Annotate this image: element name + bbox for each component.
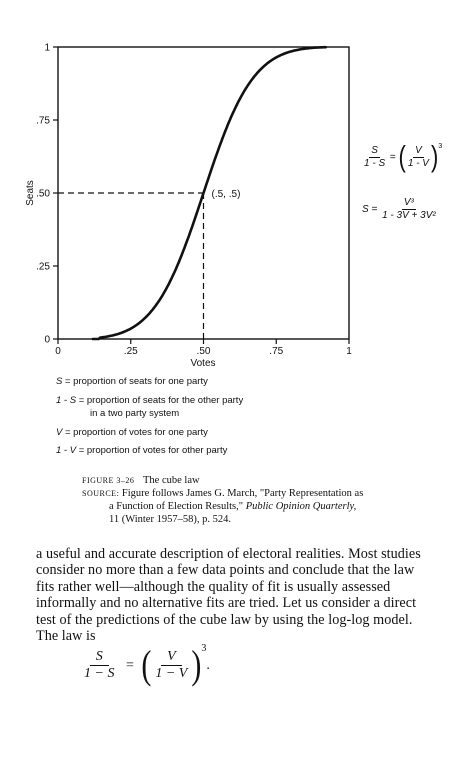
cube-law-equation: $\frac{S}{1 - S}$ = ( $\frac{V}{1 - V}$ )$^3$. bbox=[84, 642, 210, 688]
body-paragraph bbox=[36, 546, 456, 644]
cube-law-chart bbox=[0, 0, 474, 380]
y-tick-label: .25 bbox=[36, 261, 50, 273]
body-line-2: consider no more than a few data points and conclude that the law bbox=[36, 562, 415, 579]
x-tick-label: 1 bbox=[346, 346, 352, 357]
formula-ratio: $\frac{S}{1 - S}$ = ( $\frac{V}{1 - V}$ )$^3$ bbox=[364, 139, 443, 174]
x-tick-label: .25 bbox=[123, 346, 138, 357]
y-tick-label: 0 bbox=[44, 334, 50, 346]
figure-source-line-1: SOURCE: Figure follows James G. March, "Party Representation as bbox=[82, 488, 364, 499]
legend-line-1: S = proportion of seats for one party bbox=[56, 376, 208, 387]
x-tick-label: .50 bbox=[196, 346, 211, 357]
x-tick-label: .75 bbox=[269, 346, 284, 357]
formula-solved: S = $\frac{\text{V³}}{\text{1 - 3V + 3V²}}$ bbox=[362, 197, 436, 221]
figure-source-line-2: a Function of Election Results," Public Opinion Quarterly, bbox=[109, 501, 357, 512]
y-tick-label: 1 bbox=[44, 42, 50, 54]
midpoint-annotation: (.5, .5) bbox=[211, 189, 241, 200]
figure-caption bbox=[82, 474, 462, 526]
figure-source-line-3: 11 (Winter 1957–58), p. 524. bbox=[109, 514, 231, 525]
x-axis-label: Votes bbox=[190, 358, 216, 369]
legend-line-5: 1 - V = proportion of votes for other party bbox=[56, 445, 228, 456]
legend-line-2: 1 - S = proportion of seats for the other party bbox=[56, 395, 244, 406]
body-line-1: a useful and accurate description of electoral realities. Most studies bbox=[36, 546, 421, 562]
body-line-3: fits rather well—although the quality of fit is usually assessed bbox=[36, 578, 391, 595]
legend-line-4: V = proportion of votes for one party bbox=[56, 427, 208, 438]
legend-line-3: in a two party system bbox=[90, 408, 180, 419]
cube-law-curve bbox=[93, 47, 326, 339]
y-axis-label: Seats bbox=[25, 180, 36, 206]
body-line-4: informally and no alternative fits are tried. Let us consider a direct bbox=[36, 595, 417, 612]
x-tick-label: 0 bbox=[55, 346, 61, 357]
body-line-6: The law is bbox=[36, 628, 96, 645]
y-tick-label: .50 bbox=[36, 188, 50, 200]
figure-title-line: FIGURE 3–26 The cube law bbox=[82, 475, 200, 486]
y-tick-label: .75 bbox=[36, 115, 50, 127]
body-line-5: test of the predictions of the cube law by using the log-log model. bbox=[36, 611, 413, 628]
